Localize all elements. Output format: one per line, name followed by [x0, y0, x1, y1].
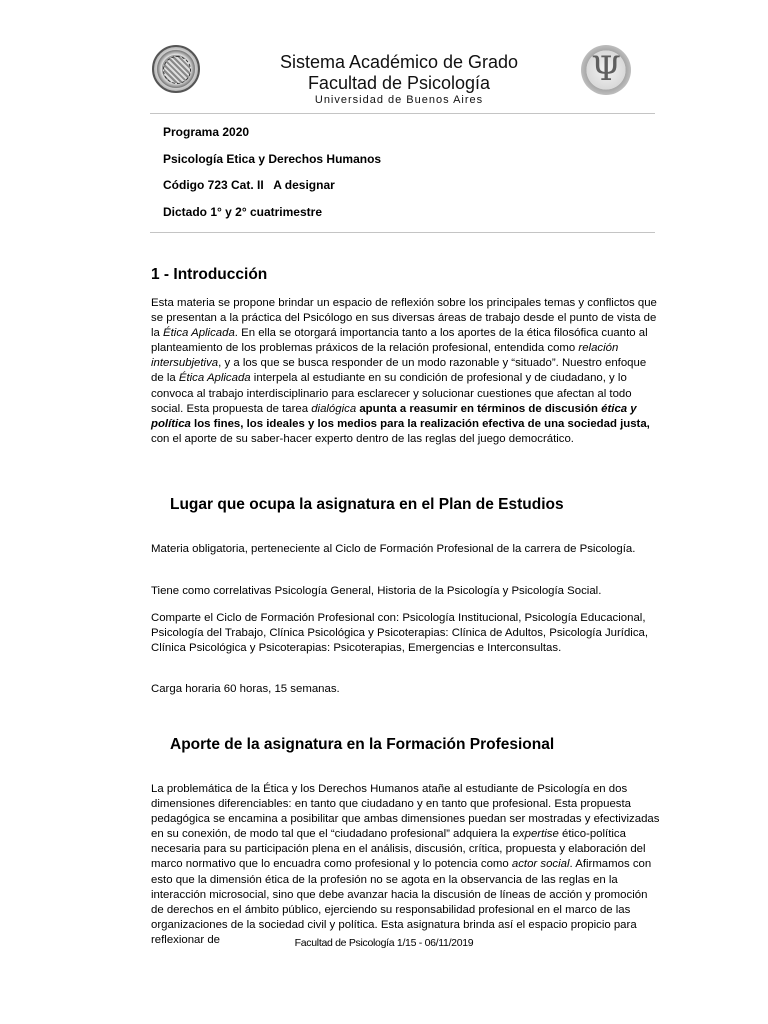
- text-run: Ética Aplicada: [178, 372, 251, 385]
- university-seal-icon: [152, 45, 200, 93]
- text-run: . En ella se otorgará importancia tanto a los aportes de la ética filosófica cuanto al planteamiento de los problemas práxicos de la relación profesional, entendida como: [151, 327, 648, 355]
- page-footer: Facultad de Psicología 1/15 - 06/11/2019: [294, 937, 474, 949]
- section-heading-intro: 1 - Introducción: [151, 266, 268, 283]
- psi-logo-icon: Ψ: [581, 45, 631, 95]
- meta-divider: [150, 232, 655, 233]
- header-title-line2: Facultad de Psicología: [307, 73, 491, 93]
- header-divider: [150, 113, 655, 114]
- text-run: Ética Aplicada: [163, 327, 235, 340]
- header-title-line1: Sistema Académico de Grado: [279, 52, 519, 72]
- section-heading-place: Lugar que ocupa la asignatura en el Plan de Estudios: [170, 496, 564, 513]
- text-run: relación intersubjetiva: [151, 342, 619, 370]
- text-run: ética y política: [151, 402, 637, 430]
- text-run: La problemática de la Ética y los Derechos Humanos atañe al estudiante de Psicología en dos dimensiones diferenciables: en tanto que ciudadano y en tanto que profesional. Esta propuesta pedagógica se encamina a posibilitar que ambas dimensiones puedan ser mostradas y efectivizadas en su conexión, de modo tal que el “ciudadano profesional” adquiera la: [151, 783, 660, 841]
- header-subtitle: Universidad de Buenos Aires: [314, 94, 484, 106]
- text-run: Esta materia se propone brindar un espacio de reflexión sobre los principales temas y conflictos que se presentan a la práctica del Psicólogo en sus diversas áreas de trabajo desde el punto de vista de la: [151, 297, 657, 340]
- course-code: Código 723 Cat. II A designar: [163, 178, 335, 192]
- place-paragraph-3: Comparte el Ciclo de Formación Profesional con: Psicología Institucional, Psicología Educacional, Psicología del Trabajo, Clínica Psicológica y Psicoterapias: Clínica de Adultos, Psicología Jurídica, Clínica Psicológica y Psicoterapias: Psicoterapias, Emergencias e Interconsultas.: [151, 612, 649, 655]
- text-run: . Afirmamos con esto que la dimensión ética de la profesión no se agota en la observancia de las reglas en la interacción microsocial, sino que debe avanzar hacia la discusión de líneas de acción y promoción de derechos en el ámbito público, ejerciendo su responsabilidad profesional en el marco de las organizaciones de la sociedad civil y política. Esta asignatura brinda así el espacio propicio para reflexionar de: [151, 858, 652, 946]
- contribution-paragraph: [151, 782, 661, 948]
- text-run: ético-política necesaria para su participación plena en el análisis, discusión, crítica, propuesta y elaboración del marco normativo que lo encuadra como profesional y lo potencia como: [151, 828, 646, 871]
- course-name: Psicología Etica y Derechos Humanos: [163, 152, 382, 166]
- intro-paragraph: [151, 296, 661, 447]
- text-run: actor social: [511, 858, 570, 871]
- place-paragraph-4: Carga horaria 60 horas, 15 semanas.: [151, 683, 340, 695]
- place-paragraph-1: Materia obligatoria, perteneciente al Ciclo de Formación Profesional de la carrera de Psicología.: [151, 543, 636, 555]
- text-run: apunta a reasumir en términos de discusión: [359, 402, 602, 415]
- text-run: con el aporte de su saber-hacer experto dentro de las reglas del juego democrático.: [151, 432, 574, 445]
- text-run: los fines, los ideales y los medios para la realización efectiva de una sociedad justa,: [190, 417, 650, 430]
- text-run: interpela al estudiante en su condición de profesional y de ciudadano, y lo convoca al trabajo interdisciplinario para esclarecer y solucionar cuestiones que afectan al todo social. Esta propuesta de tarea: [151, 372, 632, 415]
- course-schedule: Dictado 1° y 2° cuatrimestre: [163, 205, 322, 219]
- text-run: dialógica: [311, 402, 357, 415]
- course-program: Programa 2020: [163, 125, 250, 139]
- section-heading-contribution: Aporte de la asignatura en la Formación Profesional: [170, 736, 555, 753]
- text-run: , y a los que se busca responder de un modo razonable y “situado”. Nuestro enfoque de la: [151, 357, 647, 385]
- place-paragraph-2: Tiene como correlativas Psicología General, Historia de la Psicología y Psicología Social.: [151, 585, 602, 597]
- text-run: expertise: [512, 828, 559, 841]
